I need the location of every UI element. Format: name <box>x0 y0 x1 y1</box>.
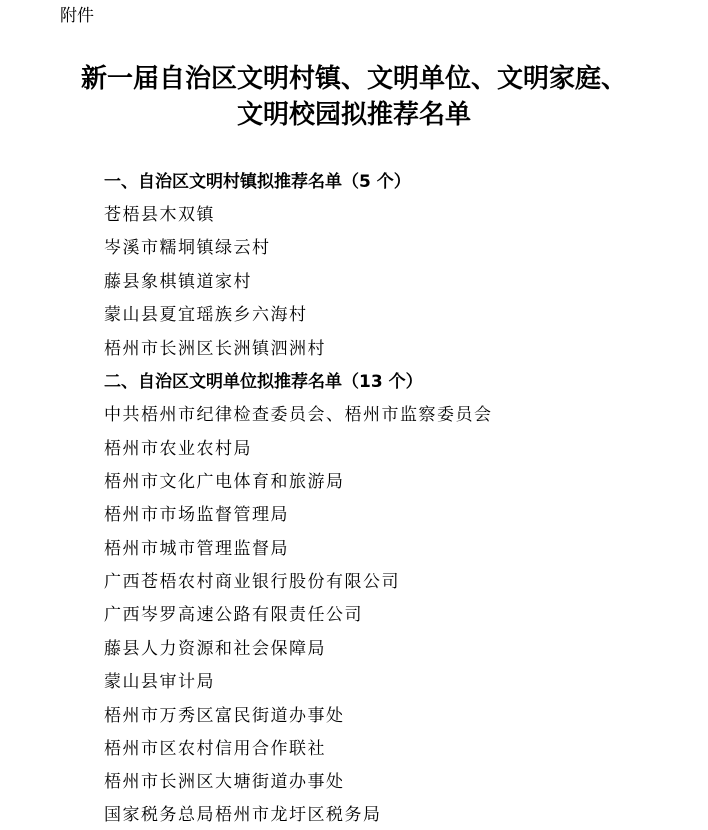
list-item: 梧州市市场监督管理局 <box>104 505 289 525</box>
document-title-line-1: 新一届自治区文明村镇、文明单位、文明家庭、 <box>80 64 627 94</box>
list-item: 国家税务总局梧州市龙圩区税务局 <box>104 805 382 825</box>
list-item: 蒙山县夏宜瑶族乡六海村 <box>104 305 308 325</box>
list-item: 广西岑罗高速公路有限责任公司 <box>104 605 363 625</box>
list-item: 苍梧县木双镇 <box>104 205 215 225</box>
section-heading-villages: 一、自治区文明村镇拟推荐名单（5 个） <box>104 172 411 192</box>
list-item: 梧州市农业农村局 <box>104 439 252 459</box>
attachment-label: 附件 <box>60 6 94 26</box>
list-item: 广西苍梧农村商业银行股份有限公司 <box>104 572 400 592</box>
list-item: 蒙山县审计局 <box>104 672 215 692</box>
list-item: 梧州市城市管理监督局 <box>104 539 289 559</box>
list-item: 梧州市区农村信用合作联社 <box>104 739 326 759</box>
list-item: 岑溪市糯垌镇绿云村 <box>104 238 271 258</box>
list-item: 梧州市长洲区大塘街道办事处 <box>104 772 345 792</box>
list-item: 藤县象棋镇道家村 <box>104 272 252 292</box>
list-item: 梧州市长洲区长洲镇泗洲村 <box>104 339 326 359</box>
list-item: 藤县人力资源和社会保障局 <box>104 639 326 659</box>
list-item: 中共梧州市纪律检查委员会、梧州市监察委员会 <box>104 405 493 425</box>
section-heading-units: 二、自治区文明单位拟推荐名单（13 个） <box>104 372 423 392</box>
list-item: 梧州市万秀区富民街道办事处 <box>104 706 345 726</box>
document-title-line-2: 文明校园拟推荐名单 <box>236 100 471 130</box>
list-item: 梧州市文化广电体育和旅游局 <box>104 472 345 492</box>
